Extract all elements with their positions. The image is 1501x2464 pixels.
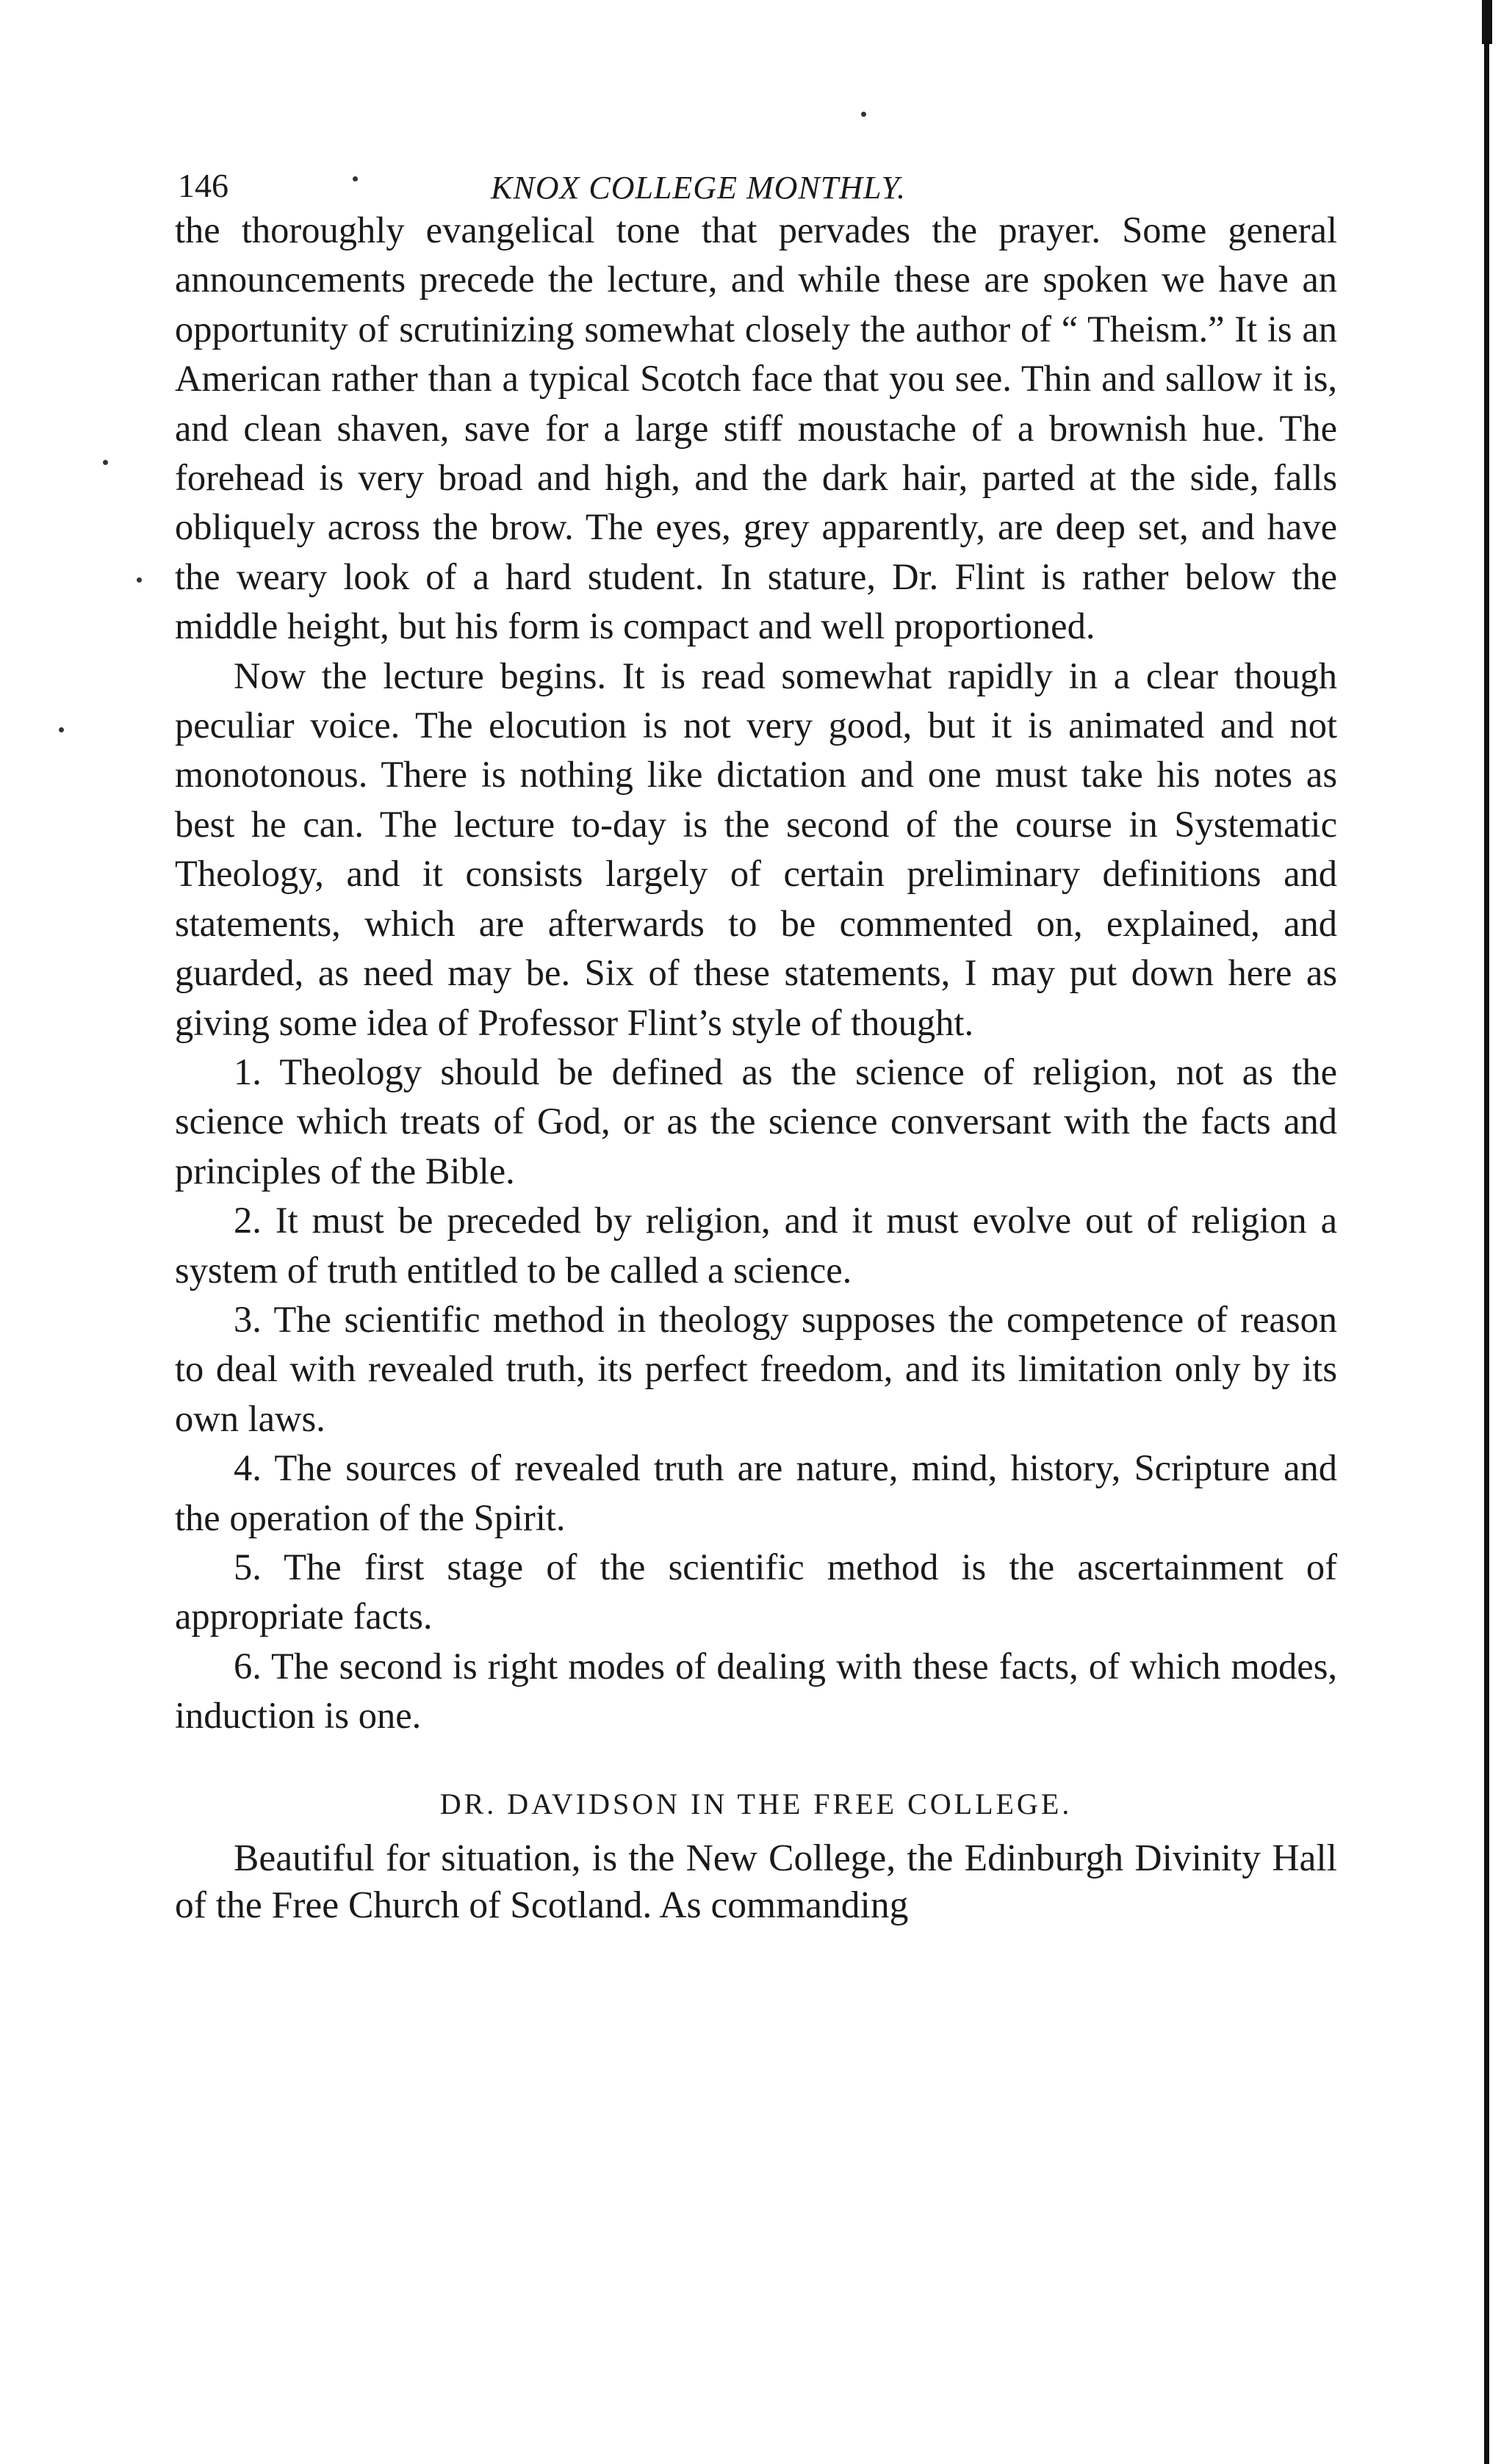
statement-4: 4. The sources of revealed truth are nature, mind, history, Scripture and the operation of the Spirit. [175, 1447, 1337, 1538]
statement-3: 3. The scientific method in theology supposes the competence of reason to deal with revealed truth, its perfect freedom, and its limitation only by its own laws. [175, 1298, 1337, 1439]
statement-5: 5. The first stage of the scientific method is the ascertainment of appropriate facts. [175, 1546, 1337, 1638]
print-speck [861, 112, 866, 117]
body-text [175, 206, 1337, 1929]
running-head [175, 147, 1337, 206]
paragraph-new-college: Beautiful for situation, is the New College, the Edinburgh Divinity Hall of the Free Church of Scotland. As commanding [175, 1837, 1337, 1926]
print-speck [137, 577, 142, 583]
statement-2: 2. It must be preceded by religion, and it must evolve out of religion a system of truth entitled to be called a science. [175, 1200, 1337, 1291]
page-edge-bar [1484, 0, 1489, 2464]
page-content [175, 147, 1337, 1929]
section-heading: DR. DAVIDSON IN THE FREE COLLEGE. [439, 1787, 1073, 1820]
statement-1: 1. Theology should be defined as the science of religion, not as the science which treats of God, or as the science conversant with the facts and principles of the Bible. [175, 1051, 1337, 1192]
print-speck [59, 727, 64, 732]
print-speck [103, 460, 108, 465]
statement-6: 6. The second is right modes of dealing with these facts, of which modes, induction is one. [175, 1645, 1337, 1737]
paragraph-prayer-description: the thoroughly evangelical tone that pervades the prayer. Some general announcements precede the lecture, and while these are spoken we have an opportunity of scrutinizing somewhat closely the author of “ Theism.” It is an American rather than a typical Scotch face that you see. Thin and sallow it is, and clean shaven, save for a large stiff moustache of a brownish hue. The forehead is very broad and high, and the dark hair, parted at the side, falls obliquely across the brow. The eyes, grey apparently, are deep set, and have the weary look of a hard student. In stature, Dr. Flint is rather below the middle height, but his form is compact and well proportioned. [175, 209, 1337, 647]
journal-title: KNOX COLLEGE MONTHLY. [491, 170, 906, 206]
page-number: 146 [178, 167, 228, 204]
paragraph-lecture-begins: Now the lecture begins. It is read somewhat rapidly in a clear though peculiar voice. The elocution is not very good, but it is animated and not monotonous. There is nothing like dictation and one must take his notes as best he can. The lecture to-day is the second of the course in Systematic Theology, and it consists largely of certain preliminary definitions and statements, which are afterwards to be commented on, explained, and guarded, as need may be. Six of these statements, I may put down here as giving some idea of Professor Flint’s style of thought. [175, 655, 1337, 1043]
